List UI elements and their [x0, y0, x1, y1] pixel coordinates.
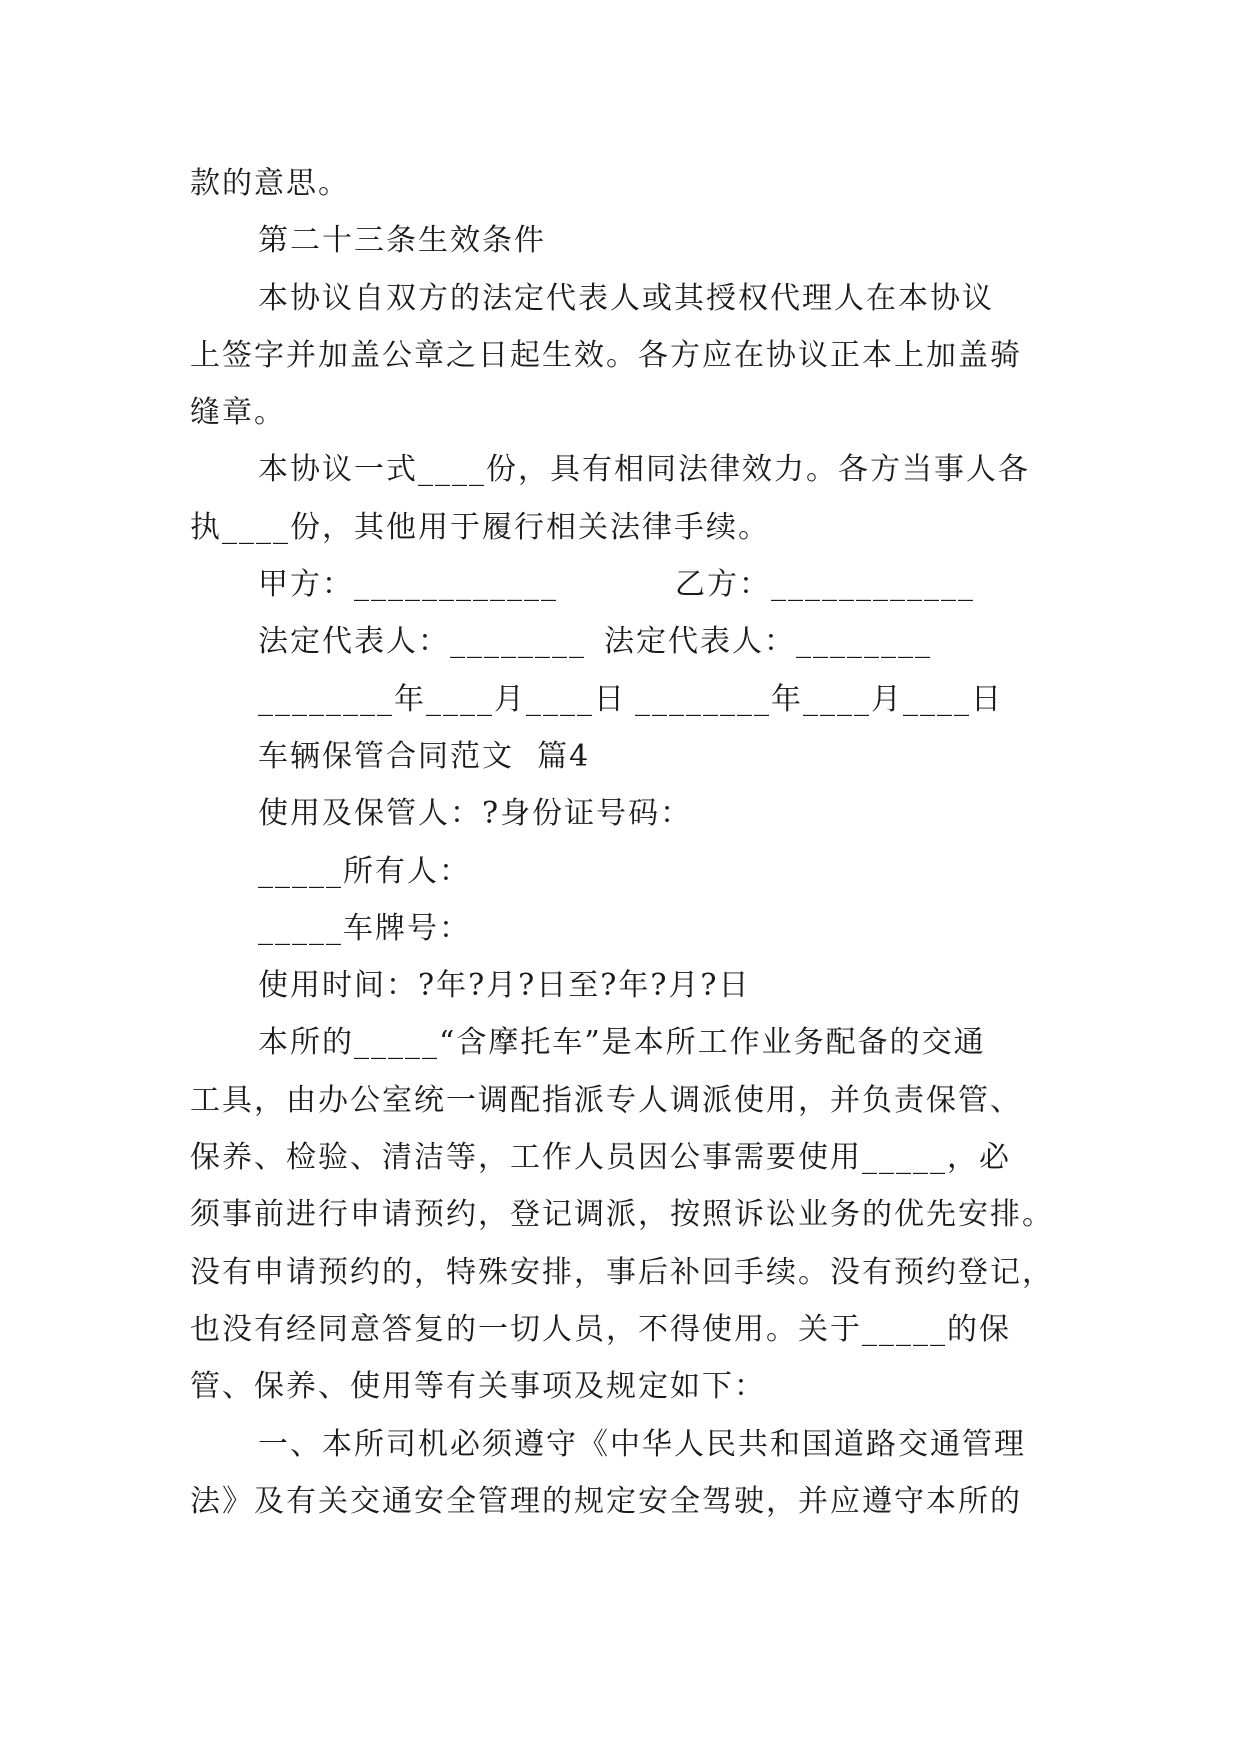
text-line: 执____份，其他用于履行相关法律手续。 — [190, 509, 770, 545]
text-line: 须事前进行申请预约，登记调派，按照诉讼业务的优先安排。 — [190, 1197, 1054, 1233]
text-line: 管、保养、使用等有关事项及规定如下： — [190, 1369, 766, 1405]
date-a: ________年____月____日 — [258, 681, 626, 717]
text-line: 一、本所司机必须遵守《中华人民共和国道路交通管理 — [258, 1426, 1026, 1462]
text-line: 没有申请预约的，特殊安排，事后补回手续。没有预约登记， — [190, 1254, 1054, 1290]
text-line: 使用及保管人：?身份证号码： — [258, 796, 693, 832]
text-line: 款的意思。 — [190, 166, 350, 201]
text-line: _____车牌号： — [258, 910, 471, 946]
text-line: 使用时间：?年?月?日至?年?月?日 — [258, 968, 751, 1004]
text-line: 上签字并加盖公章之日起生效。各方应在协议正本上加盖骑 — [190, 337, 1022, 373]
section-title: 车辆保管合同范文 篇4 — [258, 738, 591, 774]
article-heading: 第二十三条生效条件 — [258, 223, 546, 259]
date-row — [190, 671, 1050, 728]
party-signature-row — [190, 556, 1050, 613]
text-line: 本协议一式____份，具有相同法律效力。各方当事人各 — [258, 452, 1030, 488]
representative-row — [190, 613, 1050, 670]
document-body — [190, 155, 1054, 1530]
text-line: 法》及有关交通安全管理的规定安全驾驶，并应遵守本所的 — [190, 1483, 1022, 1519]
text-line: 也没有经同意答复的一切人员，不得使用。关于_____的保 — [190, 1311, 1011, 1347]
representative-b-label: 法定代表人：________ — [604, 624, 932, 660]
party-b-label: 乙方：____________ — [675, 567, 975, 603]
text-line: 工具，由办公室统一调配指派专人调派使用，并负责保管、 — [190, 1082, 1022, 1118]
date-b: ________年____月____日 — [635, 681, 1003, 717]
text-line: 本协议自双方的法定代表人或其授权代理人在本协议 — [258, 280, 994, 316]
text-line: _____所有人： — [258, 853, 471, 889]
party-a-label: 甲方：____________ — [258, 567, 558, 603]
text-line: 保养、检验、清洁等，工作人员因公事需要使用_____，必 — [190, 1140, 1011, 1176]
text-line: 缝章。 — [190, 395, 286, 431]
text-line: 本所的_____“含摩托车”是本所工作业务配备的交通 — [258, 1025, 986, 1061]
representative-a-label: 法定代表人：________ — [258, 624, 586, 660]
